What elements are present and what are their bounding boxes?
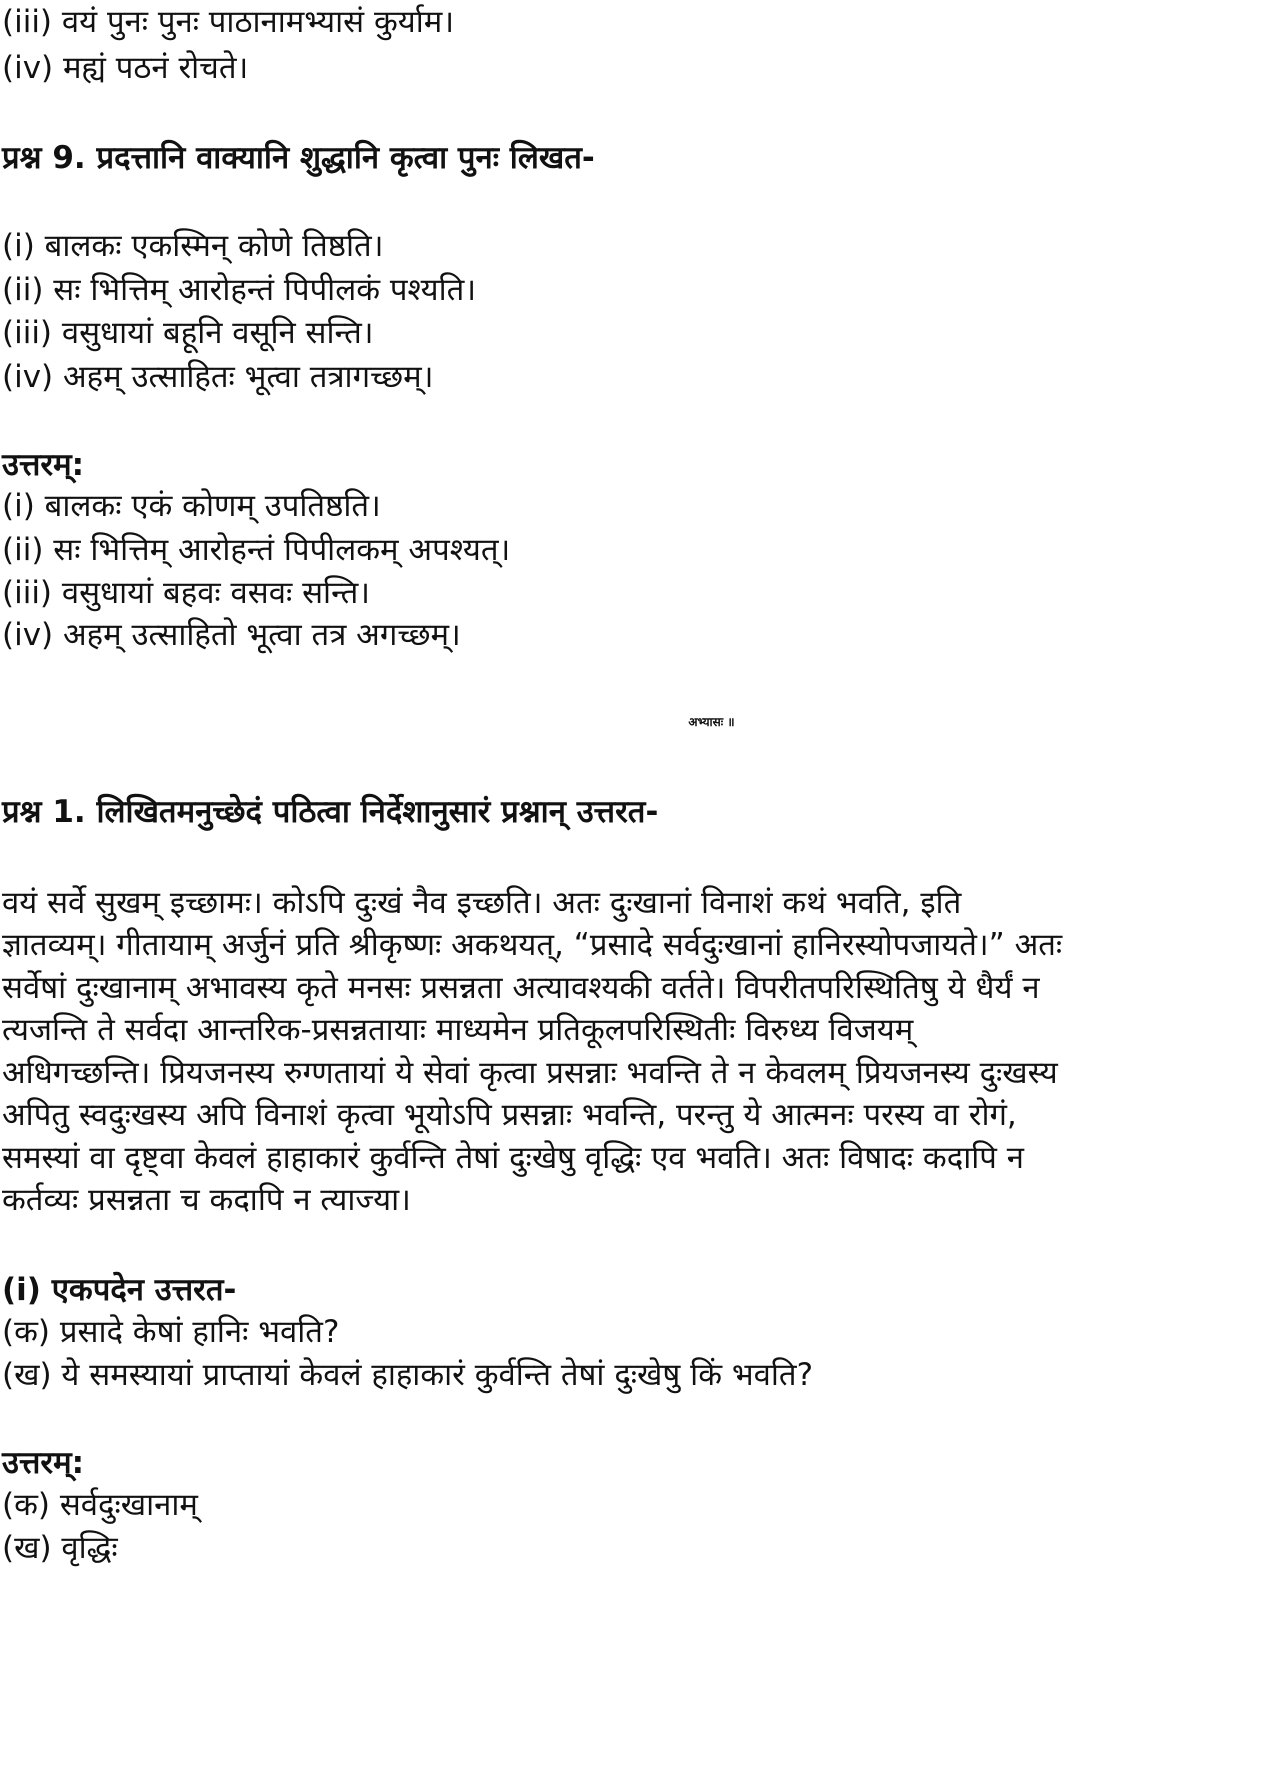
section-title: अभ्यासः ॥ — [688, 715, 735, 729]
q1-sub-item-kha: (ख) ये समस्यायां प्राप्तायां केवलं हाहाकारं कुर्वन्ति तेषां दुःखेषु किं भवति? — [2, 1357, 814, 1393]
q9-answer-iv: (iv) अहम् उत्साहितो भूत्वा तत्र अगच्छम्। — [2, 617, 461, 653]
passage-line: वयं सर्वे सुखम् इच्छामः। कोऽपि दुःखं नैव इच्छति। अतः दुःखानां विनाशं कथं भवति, इति — [2, 885, 962, 921]
passage-line: त्यजन्ति ते सर्वदा आन्तरिक-प्रसन्नतायाः माध्यमेन प्रतिकूलपरिस्थितीः विरुध्य विजयम् — [2, 1012, 914, 1048]
passage-line: समस्यां वा दृष्ट्वा केवलं हाहाकारं कुर्वन्ति तेषां दुःखेषु वृद्धिः एव भवति। अतः विषादः कदापि न — [2, 1140, 1024, 1176]
passage-line: अधिगच्छन्ति। प्रियजनस्य रुग्णतायां ये सेवां कृत्वा प्रसन्नाः भवन्ति ते न केवलम् प्रियजनस्य दुःखस्य — [2, 1055, 1058, 1091]
q9-answer-iii: (iii) वसुधायां बहवः वसवः सन्ति। — [2, 575, 371, 611]
q1-answer-kha: (ख) वृद्धिः — [2, 1530, 118, 1566]
passage-line: ज्ञातव्यम्। गीतायाम् अर्जुनं प्रति श्रीकृष्णः अकथयत्, “प्रसादे सर्वदुःखानां हानिरस्योपजायते।” अतः — [2, 927, 1063, 963]
q1-heading: प्रश्न 1. लिखितमनुच्छेदं पठित्वा निर्देशानुसारं प्रश्नान् उत्तरत- — [2, 794, 659, 830]
q1-sub-heading: (i) एकपदेन उत्तरत- — [2, 1272, 237, 1308]
q1-sub-item-ka: (क) प्रसादे केषां हानिः भवति? — [2, 1314, 340, 1350]
q9-item-ii: (ii) सः भित्तिम् आरोहन्तं पिपीलकं पश्यति। — [2, 272, 477, 308]
q9-answer-ii: (ii) सः भित्तिम् आरोहन्तं पिपीलकम् अपश्यत्। — [2, 532, 511, 568]
passage-line: अपितु स्वदुःखस्य अपि विनाशं कृत्वा भूयोऽपि प्रसन्नाः भवन्ति, परन्तु ये आत्मनः परस्य वा रोगं, — [2, 1097, 1017, 1133]
passage-line: कर्तव्यः प्रसन्नता च कदापि न त्याज्या। — [2, 1182, 411, 1218]
passage-line: सर्वेषां दुःखानाम् अभावस्य कृते मनसः प्रसन्नता अत्यावश्यकी वर्तते। विपरीतपरिस्थितिषु ये धैर्यं न — [2, 970, 1040, 1006]
q8-item-iv: (iv) मह्यं पठनं रोचते। — [2, 50, 249, 86]
q9-answer-i: (i) बालकः एकं कोणम् उपतिष्ठति। — [2, 488, 381, 524]
q9-item-iii: (iii) वसुधायां बहूनि वसूनि सन्ति। — [2, 315, 374, 351]
q9-answer-heading: उत्तरम्: — [2, 447, 85, 483]
q9-item-iv: (iv) अहम् उत्साहितः भूत्वा तत्रागच्छम्। — [2, 359, 434, 395]
q9-item-i: (i) बालकः एकस्मिन् कोणे तिष्ठति। — [2, 228, 384, 264]
q9-heading: प्रश्न 9. प्रदत्तानि वाक्यानि शुद्धानि कृत्वा पुनः लिखत- — [2, 140, 595, 176]
q1-answer-ka: (क) सर्वदुःखानाम् — [2, 1487, 198, 1523]
q8-item-iii: (iii) वयं पुनः पुनः पाठानामभ्यासं कुर्याम। — [2, 4, 455, 40]
q1-answer-heading: उत्तरम्: — [2, 1445, 85, 1481]
